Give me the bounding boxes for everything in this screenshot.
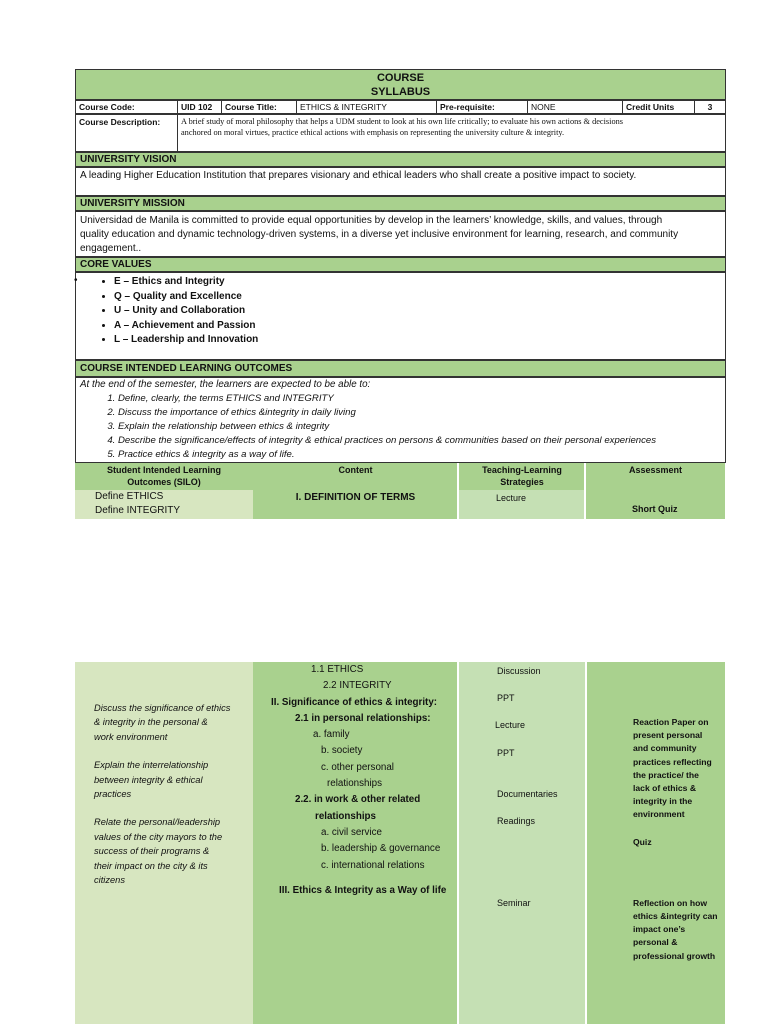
content-column: 1.1 ETHICS 2.2 INTEGRITY II. Significance of ethics & integrity: 2.1 in personal relationships: a. family b. society c. other personal relationships 2.2. in work & other related relationships a. civil service b. leadership & governance c. international relations III. Ethics & Integrity as a Way of life [253, 662, 457, 1024]
mission-line1: Universidad de Manila is committed to provide equal opportunities by develop in the learners’ knowledge, skills, and values, through [80, 215, 663, 226]
silo-define-integrity: Define INTEGRITY [95, 505, 181, 516]
course-info-row [75, 100, 726, 114]
course-description-row [75, 114, 726, 152]
silo-table-top [75, 463, 725, 519]
assessment-cell: Short Quiz [632, 504, 678, 514]
prereq-label: Pre-requisite: [437, 101, 528, 113]
mission-text [75, 211, 726, 257]
course-description-line2: anchored on moral virtues, practice ethical actions with emphasis on representing the university culture & integrity. [181, 128, 565, 137]
core-value-item: • L – Leadership and Innovation [114, 333, 725, 348]
mission-heading: UNIVERSITY MISSION [75, 196, 726, 211]
syllabus-header [75, 69, 726, 100]
vision-heading: UNIVERSITY VISION [75, 152, 726, 167]
mission-line2: quality education and dynamic technology-driven systems, in a diverse yet inclusive environment for learning, research, and community [80, 229, 679, 240]
course-code-value: UID 102 [178, 101, 222, 113]
core-value-item: • Q – Quality and Excellence [114, 290, 725, 305]
course-description-line1: A brief study of moral philosophy that helps a UDM student to look at his own life critically; to evaluate his own actions & decisions [181, 117, 623, 126]
outcome-item: 3. Explain the relationship between ethics & integrity [118, 420, 725, 434]
outcome-item: 5. Practice ethics & integrity as a way of life. [118, 448, 725, 462]
silo-column: Discuss the significance of ethics & integrity in the personal & work environment Explain the interrelationship between integrity & ethical practices Relate the personal/leadership values of the city mayors to the success of their programs & their impact on the city & its citizens [75, 662, 253, 1024]
course-description-label: Course Description: [76, 115, 178, 151]
outcome-item: 2. Discuss the importance of ethics &integrity in daily living [118, 406, 725, 420]
col-header-assessment: Assessment [628, 465, 683, 475]
core-value-item: • A – Achievement and Passion [114, 319, 725, 334]
credit-units-label: Credit Units [623, 101, 695, 113]
course-title-value: ETHICS & INTEGRITY [297, 101, 437, 113]
core-values-list-box [75, 272, 726, 360]
col-header-content: Content [338, 465, 373, 475]
outcomes-list [76, 392, 725, 462]
core-value-item: • E – Ethics and Integrity [114, 275, 725, 290]
silo-cell [75, 490, 253, 519]
outcomes-heading: COURSE INTENDED LEARNING OUTCOMES [75, 360, 726, 377]
col-header-silo: Student Intended Learning Outcomes (SILO) [107, 465, 221, 487]
prereq-value: NONE [528, 101, 623, 113]
content-cell: I. DEFINITION OF TERMS [295, 492, 416, 503]
credit-units-value: 3 [707, 102, 713, 112]
header-line1: COURSE [376, 72, 425, 84]
course-title-label: Course Title: [222, 101, 297, 113]
core-values-list [76, 275, 725, 348]
outcome-item: 4. Describe the significance/effects of integrity & ethical practices on persons & communities based on their personal experiences [118, 434, 725, 448]
assessment-column: Reaction Paper on present personal and community practices reflecting the practice/ the lack of ethics & integrity in the environment Quiz Reflection on how ethics &integrity can impact one’s personal & professional growth [587, 662, 725, 1024]
strategies-column: Discussion PPT Lecture PPT Documentaries Readings Seminar [459, 662, 585, 1024]
mission-line3: engagement.. [80, 243, 142, 254]
core-values-heading: CORE VALUES [75, 257, 726, 272]
outcomes-box [75, 377, 726, 463]
bullet-icon: • [74, 275, 78, 286]
vision-text: A leading Higher Education Institution that prepares visionary and ethical leaders who shall create a positive impact to society. [75, 167, 726, 196]
outcome-item: 1. Define, clearly, the terms ETHICS and INTEGRITY [118, 392, 725, 406]
silo-define-ethics: Define ETHICS [95, 491, 164, 502]
header-line2: SYLLABUS [370, 86, 431, 98]
strategy-cell: Lecture [458, 490, 584, 519]
outcomes-intro: At the end of the semester, the learners are expected to be able to: [80, 379, 371, 390]
col-header-strategies: Teaching-Learning Strategies [482, 465, 562, 487]
core-value-item: • U – Unity and Collaboration [114, 304, 725, 319]
course-code-label: Course Code: [76, 101, 178, 113]
silo-table-continued [75, 662, 725, 1024]
